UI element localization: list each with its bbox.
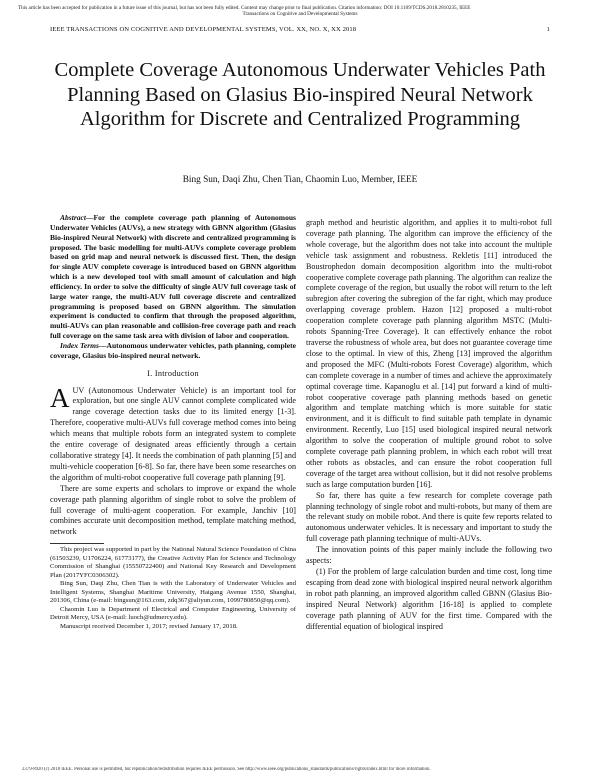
running-head [50,26,550,33]
body-paragraph-1: graph method and heuristic algorithm, and applies it to multi-robot full coverage path planning. The algorithm can improve the efficiency of the whole coverage, but the algorithm does not take into account the multiple vehicle task assignment and robustness. Rekletis [11] introduced the Boustrophedon domain decomposition algorithm into the multi-robot cooperative complete coverage path planning. The algorithm can realize the complete coverage of the region, but usually the robot will return to the left subregion after covering the subregion of the far right, which may produce overlapping coverage problem. Hazon [12] proposed a multi-robot cooperation complete coverage path planning algorithm MSTC (Multi-robots Spanning-Tree Coverage). It can effectively enhance the robot traverse the robustness of whole area, but does not guarantee coverage time close to the optimal. In view of this, Zheng [13] improved the algorithm and proposed the MFC (Multi-robots Forest Coverage) algorithm, which can complete coverage in a number of times and achieve the approximately optimal coverage time. Kapanoglu et al. [14] put forward a kind of multi-robot cooperative coverage path planning methods based on genetic algorithm and template matching which is more suitable for static environment, and it is difficult to find suitable path template in dynamic environment. Recently, Luo [15] used biological inspired neural network algorithm to solve the cooperation of multiple ground robot to solve complete coverage path planning problem, in which each robot will treat other robots as obstacles, and can ensure the robot cooperation full coverage of the target area without collision, but it did not resolve problems such as large computation burden [16]. [306,218,552,489]
right-column [306,218,552,632]
abstract [50,213,296,341]
footnote-rule [50,543,104,544]
footnote-manuscript-dates: Manuscript received December 1, 2017; revised January 17, 2018. [60,622,238,630]
index-terms-text: —Autonomous underwater vehicles, path planning, complete coverage, Glasius bio-inspired neural network. [50,340,296,360]
copyright-footer: 2379-8920 (c) 2018 IEEE. Personal use is permitted, but republication/redistribution requires IEEE permission. See http://www.ieee.org/publications_standards/publications/rights/index.html for more information. [22,767,431,772]
journal-running-title: IEEE TRANSACTIONS ON COGNITIVE AND DEVELOPMENTAL SYSTEMS, VOL. XX, NO. X, XX 2018 [50,26,357,33]
intro-paragraph-1-text: UV (Autonomous Underwater Vehicle) is an important tool for exploration, but one single AUV cannot complete complicated wide range coverage detection tasks due to its limited energy [1-3]. Therefore, cooperative multi-AUVs full coverage method comes into being which means that multiple robots form an integrated system to complete the entire coverage of designated areas efficiently through a certain collaborative strategy [4]. It needs the combination of path planning [5] and multi-vehicle cooperation [6-8]. So far, there have been some researches on the algorithm of multi-robot cooperative full coverage path planning [9]. [50,385,296,482]
footnote-affiliation-1: Bing Sun, Daqi Zhu, Chen Tian is with the Laboratory of Underwater Vehicles and Intelligent Systems, Shanghai Maritime University, Haigang Avenue 1550, Shanghai, 201306, China (e-mail: bingsun@163.com, zdq367@aliyun.com, 1099780850@qq.com). [50,580,296,605]
footnote-funding: This project was supported in part by the National Natural Science Foundation of China (61503239, U1706224, 61773177), the Creative Activity Plan for Science and Technology Commission of Shanghai (15550722400) and National Key Research and Development Plan (2017YFC0306302). [50,546,296,579]
body-paragraph-3: The innovation points of this paper mainly include the following two aspects: [306,545,552,566]
footnote-affiliation-2: Chaomin Luo is Department of Electrical and Computer Engineering, University of Detroit Mercy, USA (e-mail: luoch@udmercy.edu). [50,605,296,622]
page-number: 1 [546,26,550,33]
left-column [50,213,296,631]
body-paragraph-4: (1) For the problem of large calculation burden and time cost, long time escaping from dead zone with biological inspired neural network algorithm in robot path planning, an improved algorithm called GBNN (Glasius Bio-inspired Neural Network) algorithm [16-18] is applied to complete coverage path planning of AUV for the first time. Compared with the differential equation of biological inspired [306,567,552,631]
paper-authors: Bing Sun, Daqi Zhu, Chen Tian, Chaomin Luo, Member, IEEE [182,175,418,185]
body-paragraph-2: So far, there has quite a few research for complete coverage path planning technology of single robot and multi-robots, but many of them are the relevant study on mobile robot. And there is quite few reports related to autonomous underwater vehicles. It is necessary and important to study the full coverage path planning technique of multi-AUVs. [306,490,552,544]
intro-paragraph-2: There are some experts and scholars to improve or expand the whole coverage path planning algorithm of single robot to solve the problem of full coverage of multi-agent cooperation. For example, Janchiv [10] combines accurate unit decomposition method, template matching method, network [50,483,296,537]
notice-line-2: Transactions on Cognitive and Developmental Systems [242,11,358,18]
publication-notice [18,5,582,18]
paper-title: Complete Coverage Autonomous Underwater Vehicles Path Planning Based on Glasius Bio-inspired Neural Network Algorithm for Discrete and Centralized Programming [54,59,546,131]
notice-line-1: This article has been accepted for publication in a future issue of this journal, but has not been fully edited. Content may change prior to final publication. Citation information: DOI 10.1109/TCDS.2018.2810235, IEEE [18,5,471,11]
intro-paragraph-1 [50,382,296,484]
section-heading-introduction: I. Introduction [147,368,199,378]
drop-cap: A [50,382,70,413]
abstract-label: Abstract [60,213,86,222]
index-terms-label: Index Terms [60,340,99,350]
abstract-text: —For the complete coverage path planning of Autonomous Underwater Vehicles (AUVs), a new strategy with GBNN algorithm (Glasius Bio-inspired Neural Network) with discrete and centralized programming is proposed. The basic modelling for multi-AUVs complete coverage problem based on grid map and neural network is discussed first. Then, the design for single AUV complete coverage is introduced based on GBNN algorithm which is a new developed tool with small amount of calculation and high efficiency. In order to solve the difficulty of single AUV full coverage task of large water range, the multi-AUV full coverage discrete and centralized programming is proposed based on GBNN algorithm. The simulation experiment is conducted to confirm that through the proposed algorithm, multi-AUVs can plan reasonable and collision-free coverage path and reach full coverage on the same task area with division of labor and cooperation. [50,213,296,341]
index-terms [50,341,296,361]
